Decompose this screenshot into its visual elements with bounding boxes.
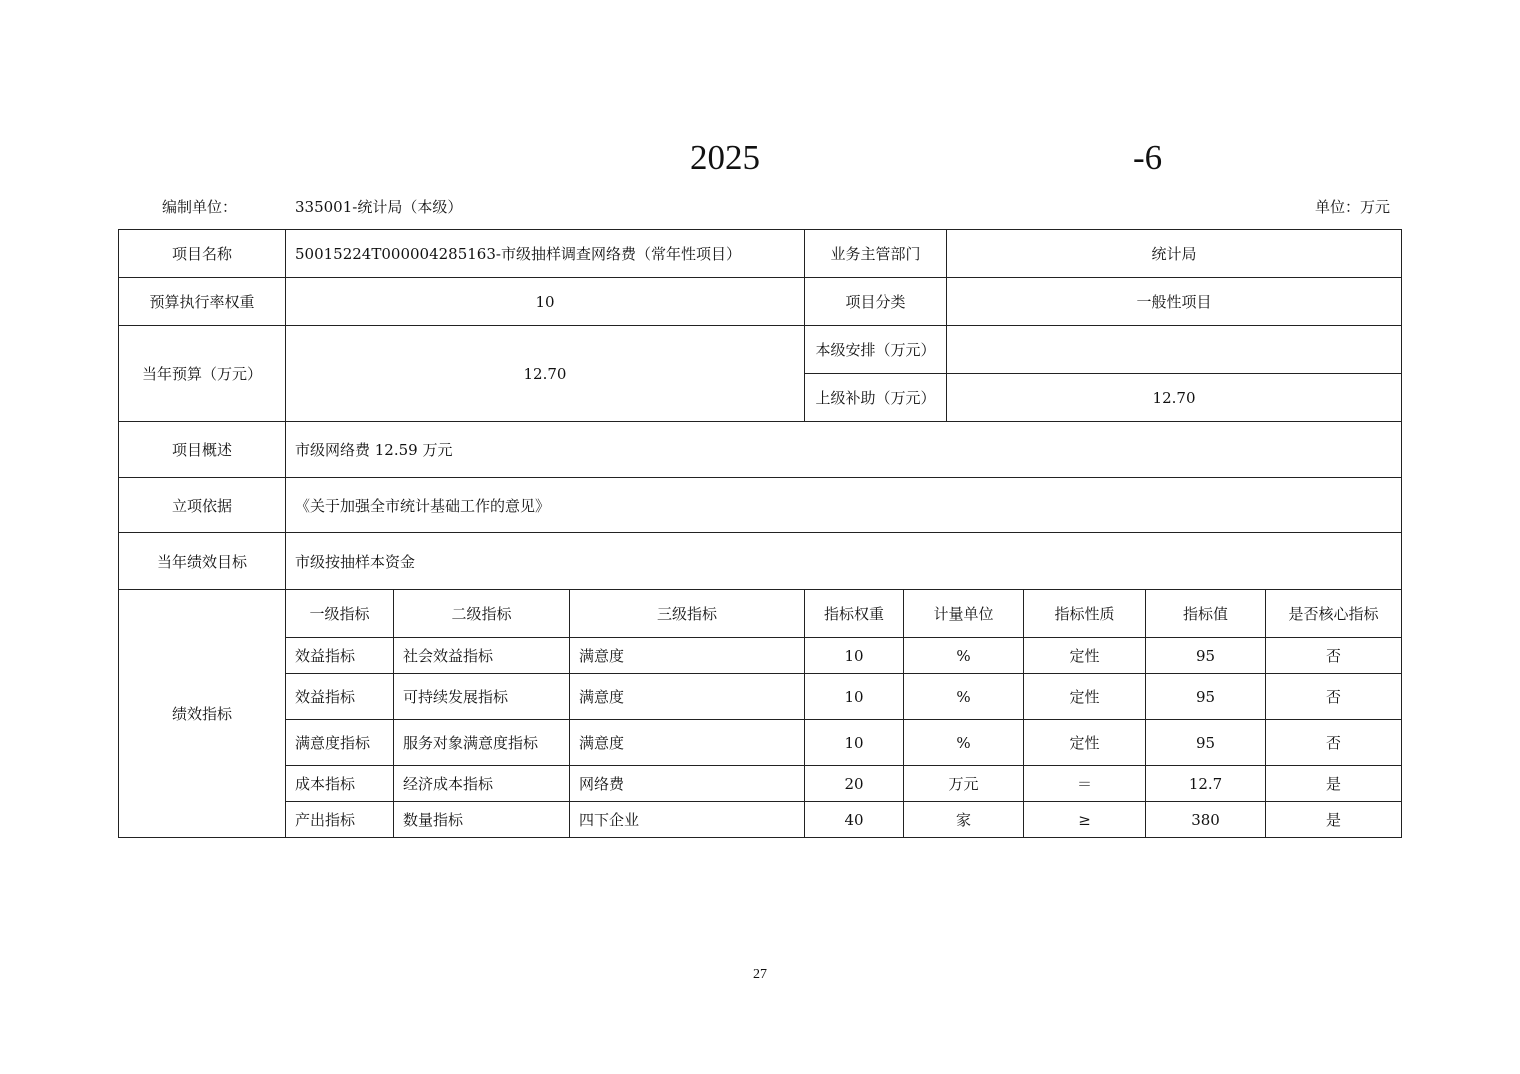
indicator-value: 380 bbox=[1146, 802, 1266, 838]
indicator-weight: 40 bbox=[805, 802, 904, 838]
header-value: 指标值 bbox=[1146, 590, 1266, 638]
indicator-level2: 数量指标 bbox=[394, 802, 570, 838]
goal-value: 市级按抽样本资金 bbox=[286, 533, 1402, 590]
weight-label: 预算执行率权重 bbox=[119, 278, 286, 326]
local-value bbox=[947, 326, 1402, 374]
indicator-core: 否 bbox=[1266, 638, 1402, 674]
row-goal bbox=[119, 533, 1402, 590]
org-value: 335001-统计局（本级） bbox=[295, 198, 463, 216]
weight-value: 10 bbox=[286, 278, 805, 326]
indicator-value: 95 bbox=[1146, 674, 1266, 720]
indicator-unit: % bbox=[904, 674, 1024, 720]
indicator-level3: 满意度 bbox=[570, 638, 805, 674]
subsidy-value: 12.70 bbox=[947, 374, 1402, 422]
indicator-header-row bbox=[119, 590, 1402, 638]
indicator-core: 否 bbox=[1266, 674, 1402, 720]
row-budget bbox=[119, 326, 1402, 374]
indicator-unit: % bbox=[904, 638, 1024, 674]
page-number: 27 bbox=[753, 967, 767, 982]
indicator-weight: 10 bbox=[805, 638, 904, 674]
indicator-nature: ＝ bbox=[1024, 766, 1146, 802]
indicator-level1: 效益指标 bbox=[286, 638, 394, 674]
subsidy-label: 上级补助（万元） bbox=[805, 374, 947, 422]
indicator-level1: 满意度指标 bbox=[286, 720, 394, 766]
header-level3: 三级指标 bbox=[570, 590, 805, 638]
indicator-value: 12.7 bbox=[1146, 766, 1266, 802]
indicator-level3: 满意度 bbox=[570, 720, 805, 766]
indicator-unit: % bbox=[904, 720, 1024, 766]
indicator-row bbox=[119, 720, 1402, 766]
row-project-name bbox=[119, 230, 1402, 278]
header-weight: 指标权重 bbox=[805, 590, 904, 638]
indicator-core: 是 bbox=[1266, 766, 1402, 802]
dept-label: 业务主管部门 bbox=[805, 230, 947, 278]
unit-label: 单位：万元 bbox=[1314, 198, 1390, 216]
indicator-row bbox=[119, 674, 1402, 720]
row-overview bbox=[119, 422, 1402, 478]
indicator-level1: 效益指标 bbox=[286, 674, 394, 720]
indicator-weight: 20 bbox=[805, 766, 904, 802]
indicator-level2: 社会效益指标 bbox=[394, 638, 570, 674]
header-unit: 计量单位 bbox=[904, 590, 1024, 638]
indicator-value: 95 bbox=[1146, 638, 1266, 674]
indicator-unit: 万元 bbox=[904, 766, 1024, 802]
indicator-level3: 满意度 bbox=[570, 674, 805, 720]
overview-value: 市级网络费 12.59 万元 bbox=[286, 422, 1402, 478]
indicator-weight: 10 bbox=[805, 674, 904, 720]
indicator-row bbox=[119, 766, 1402, 802]
indicator-weight: 10 bbox=[805, 720, 904, 766]
indicator-level3: 网络费 bbox=[570, 766, 805, 802]
indicator-level2: 经济成本指标 bbox=[394, 766, 570, 802]
title-suffix: -6 bbox=[1133, 138, 1163, 177]
local-label: 本级安排（万元） bbox=[805, 326, 947, 374]
header-nature: 指标性质 bbox=[1024, 590, 1146, 638]
category-label: 项目分类 bbox=[805, 278, 947, 326]
row-weight bbox=[119, 278, 1402, 326]
indicator-nature: 定性 bbox=[1024, 674, 1146, 720]
project-table bbox=[118, 229, 1402, 838]
budget-value: 12.70 bbox=[286, 326, 805, 422]
basis-value: 《关于加强全市统计基础工作的意见》 bbox=[286, 478, 1402, 533]
goal-label: 当年绩效目标 bbox=[119, 533, 286, 590]
project-name-label: 项目名称 bbox=[119, 230, 286, 278]
indicator-row bbox=[119, 802, 1402, 838]
indicator-value: 95 bbox=[1146, 720, 1266, 766]
indicator-level3: 四下企业 bbox=[570, 802, 805, 838]
indicator-level2: 服务对象满意度指标 bbox=[394, 720, 570, 766]
dept-value: 统计局 bbox=[947, 230, 1402, 278]
indicator-nature: ≥ bbox=[1024, 802, 1146, 838]
overview-label: 项目概述 bbox=[119, 422, 286, 478]
org-label: 编制单位： bbox=[162, 198, 238, 216]
indicator-core: 否 bbox=[1266, 720, 1402, 766]
basis-label: 立项依据 bbox=[119, 478, 286, 533]
header-level2: 二级指标 bbox=[394, 590, 570, 638]
indicator-core: 是 bbox=[1266, 802, 1402, 838]
title-year: 2025 bbox=[690, 138, 760, 177]
budget-label: 当年预算（万元） bbox=[119, 326, 286, 422]
category-value: 一般性项目 bbox=[947, 278, 1402, 326]
row-basis bbox=[119, 478, 1402, 533]
header-core: 是否核心指标 bbox=[1266, 590, 1402, 638]
indicator-nature: 定性 bbox=[1024, 720, 1146, 766]
header-level1: 一级指标 bbox=[286, 590, 394, 638]
indicator-level1: 成本指标 bbox=[286, 766, 394, 802]
indicator-level2: 可持续发展指标 bbox=[394, 674, 570, 720]
indicator-nature: 定性 bbox=[1024, 638, 1146, 674]
indicator-level1: 产出指标 bbox=[286, 802, 394, 838]
indicator-row bbox=[119, 638, 1402, 674]
project-name-value: 50015224T000004285163-市级抽样调查网络费（常年性项目） bbox=[286, 230, 805, 278]
indicator-unit: 家 bbox=[904, 802, 1024, 838]
indicators-section-label: 绩效指标 bbox=[119, 590, 286, 838]
